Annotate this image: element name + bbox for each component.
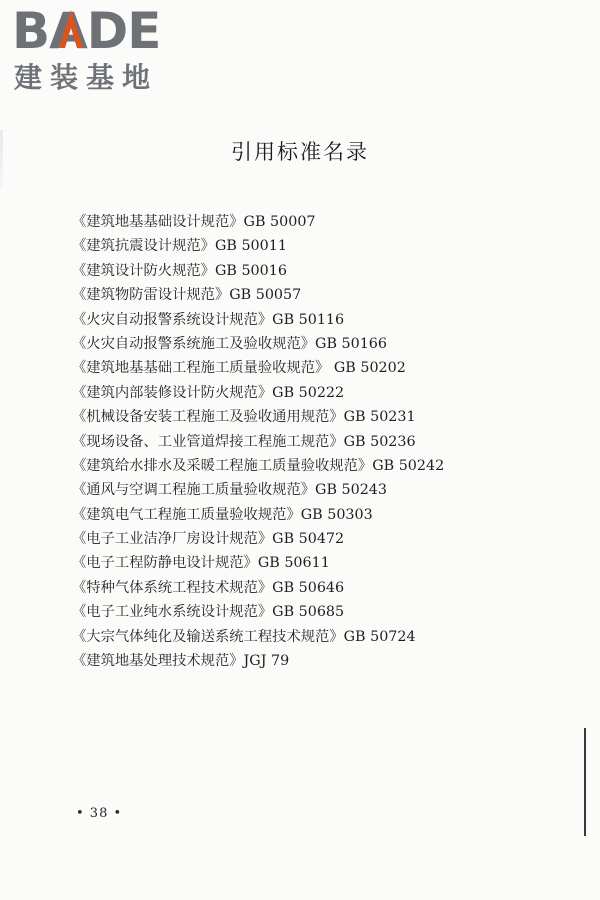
scan-edge-line [584, 728, 586, 836]
reference-item: 《火灾自动报警系统施工及验收规范》GB 50166 [72, 335, 387, 352]
page-number: • 38 • [76, 806, 123, 821]
reference-item: 《建筑地基基础工程施工质量验收规范》 GB 50202 [72, 360, 406, 377]
reference-item: 《建筑内部装修设计防火规范》GB 50222 [72, 384, 345, 401]
logo-tagline: 建装基地 [14, 61, 159, 94]
page-title: 引用标准名录 [231, 140, 369, 164]
reference-item: 《电子工业洁净厂房设计规范》GB 50472 [72, 531, 345, 548]
reference-item: 《特种气体系统工程技术规范》GB 50646 [72, 579, 345, 596]
reference-item: 《建筑抗震设计规范》GB 50011 [72, 238, 287, 255]
reference-item: 《建筑电气工程施工质量验收规范》GB 50303 [72, 506, 373, 523]
reference-item: 《建筑物防雷设计规范》GB 50057 [72, 287, 302, 304]
reference-item: 《电子工业纯水系统设计规范》GB 50685 [72, 604, 345, 621]
bade-logo [12, 4, 178, 94]
reference-item: 《通风与空调工程施工质量验收规范》GB 50243 [72, 482, 387, 499]
reference-item: 《大宗气体纯化及输送系统工程技术规范》GB 50724 [72, 628, 416, 645]
reference-item: 《电子工程防静电设计规范》GB 50611 [72, 555, 330, 572]
bade-wordmark [12, 4, 178, 54]
reference-list [72, 210, 572, 673]
reference-item: 《建筑地基处理技术规范》JGJ 79 [72, 653, 290, 670]
reference-item: 《现场设备、工业管道焊接工程施工规范》GB 50236 [72, 433, 416, 450]
reference-item: 《建筑地基基础设计规范》GB 50007 [72, 214, 316, 230]
logo-wordmark-text: BADE [12, 4, 161, 54]
reference-item: 《机械设备安装工程施工及验收通用规范》GB 50231 [72, 409, 416, 426]
reference-item: 《建筑给水排水及采暖工程施工质量验收规范》GB 50242 [72, 457, 445, 474]
reference-item: 《火灾自动报警系统设计规范》GB 50116 [72, 311, 345, 328]
reference-item: 《建筑设计防火规范》GB 50016 [72, 262, 287, 279]
